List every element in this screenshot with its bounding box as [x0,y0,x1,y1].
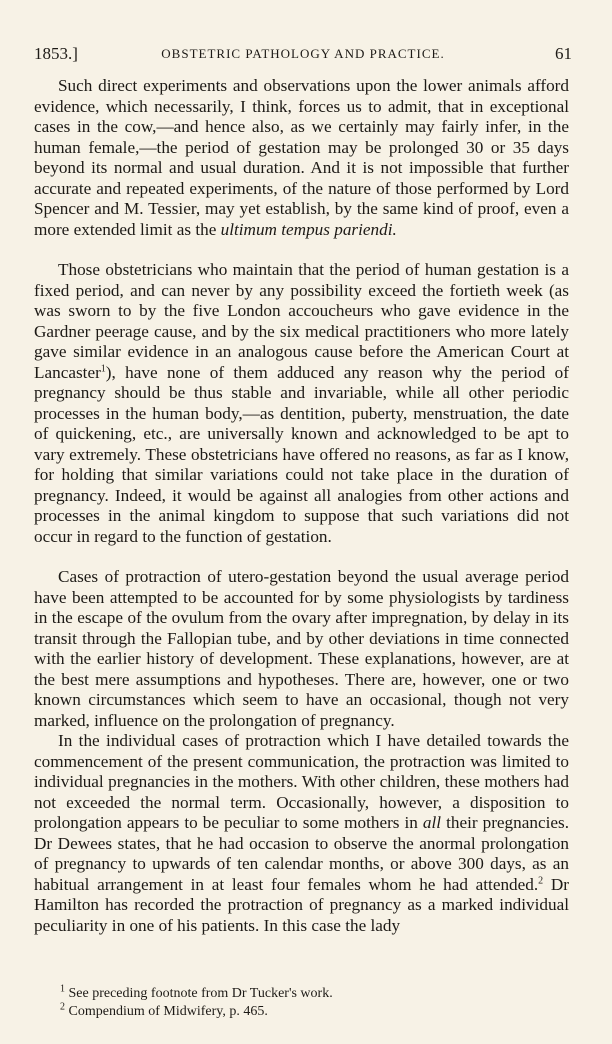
paragraph-4-text-c: Dr Hamilton has recorded the protraction of pregnancy as a marked individual peculiarity in one of his patients. In this case the lady [34,874,569,935]
footnote-ref-1: 1 [100,362,106,374]
paragraph-1-text: Such direct experiments and observations upon the lower animals afford evidence, which necessarily, I think, forces us to admit, that in exceptional cases in the cow,—and hence also, as we certainly may fairly infer, in the human female,—the period of gestation may be prolonged 30 or 35 days beyond its normal and usual duration. And it is not impossible that further accurate and repeated experiments, of the nature of those performed by Lord Spencer and M. Tessier, may yet establish, by the same kind of proof, even a more extended limit as the [34,76,569,239]
paragraph-4 [34,731,569,936]
paragraph-4-text-b: their pregnancies. Dr Dewees states, that he had occasion to observe the anormal prolongation of pregnancy to upwards of ten calendar months, or above 300 days, as an habitual arrangement in at least four females whom he had attended. [34,813,569,894]
italic-all: all [422,813,442,832]
footnote-ref-2: 2 [538,874,544,886]
footnote-2-text: Compendium of Midwifery, p. 465. [65,1004,268,1019]
page-number: 61 [555,44,572,63]
paragraph-2 [34,260,569,547]
footnote-2-marker: 2 [60,1001,65,1013]
paragraph-1 [34,76,569,240]
paragraph-2-text-b: ), have none of them adduced any reason why the period of pregnancy should be thus stable and invariable, while all other periodic processes in the human body,—as dentition, puberty, menstruation, the date of quickening, etc., are universally known and acknowledged to be apt to vary extremely. These obstetricians have offered no reasons, as far as I know, for holding that similar variations could not take place in the duration of pregnancy. Indeed, it would be against all analogies from other actions and processes in the animal kingdom to suppose that such variations did not occur in regard to the function of gestation. [34,362,569,546]
latin-phrase: ultimum tempus pariendi. [220,219,397,239]
header-title: OBSTETRIC PATHOLOGY AND PRACTICE. [161,46,445,61]
footnotes [60,985,540,1021]
footnote-2 [60,1003,540,1021]
paragraph-3 [34,567,569,731]
footnote-1-marker: 1 [60,983,65,995]
footnote-1-text: See preceding footnote from Dr Tucker's work. [65,986,333,1001]
paragraph-4-text-a: In the individual cases of protraction which I have detailed towards the commencement of the present communication, the protraction was limited to individual pregnancies in the mothers. With other children, these mothers had not exceeded the normal term. Occasionally, however, a disposition to prolongation appears to be peculiar to some mothers in [34,731,569,832]
body-text [34,76,569,936]
running-header [34,44,572,66]
footnote-1 [60,985,540,1003]
paragraph-2-text-a: Those obstetricians who maintain that the period of human gestation is a fixed period, and can never by any possibility exceed the fortieth week (as was sworn to by the five London accoucheurs who gave evidence in the Gardner peerage cause, and by the six medical practitioners who more lately gave similar evidence in an analogous cause before the American Court at Lancaster [34,260,569,382]
paragraph-3-text: Cases of protraction of utero-gestation beyond the usual average period have been attempted to be accounted for by some physiologists by tardiness in the escape of the ovulum from the ovary after impregnation, by delay in its transit through the Fallopian tube, and by other deviations in time connected with the earlier history of development. These explanations, however, are at the best mere assumptions and hypotheses. There are, however, one or two known circumstances which seem to have an occasional, though not very marked, influence on the prolongation of pregnancy. [34,567,569,730]
header-year: 1853.] [34,44,78,63]
